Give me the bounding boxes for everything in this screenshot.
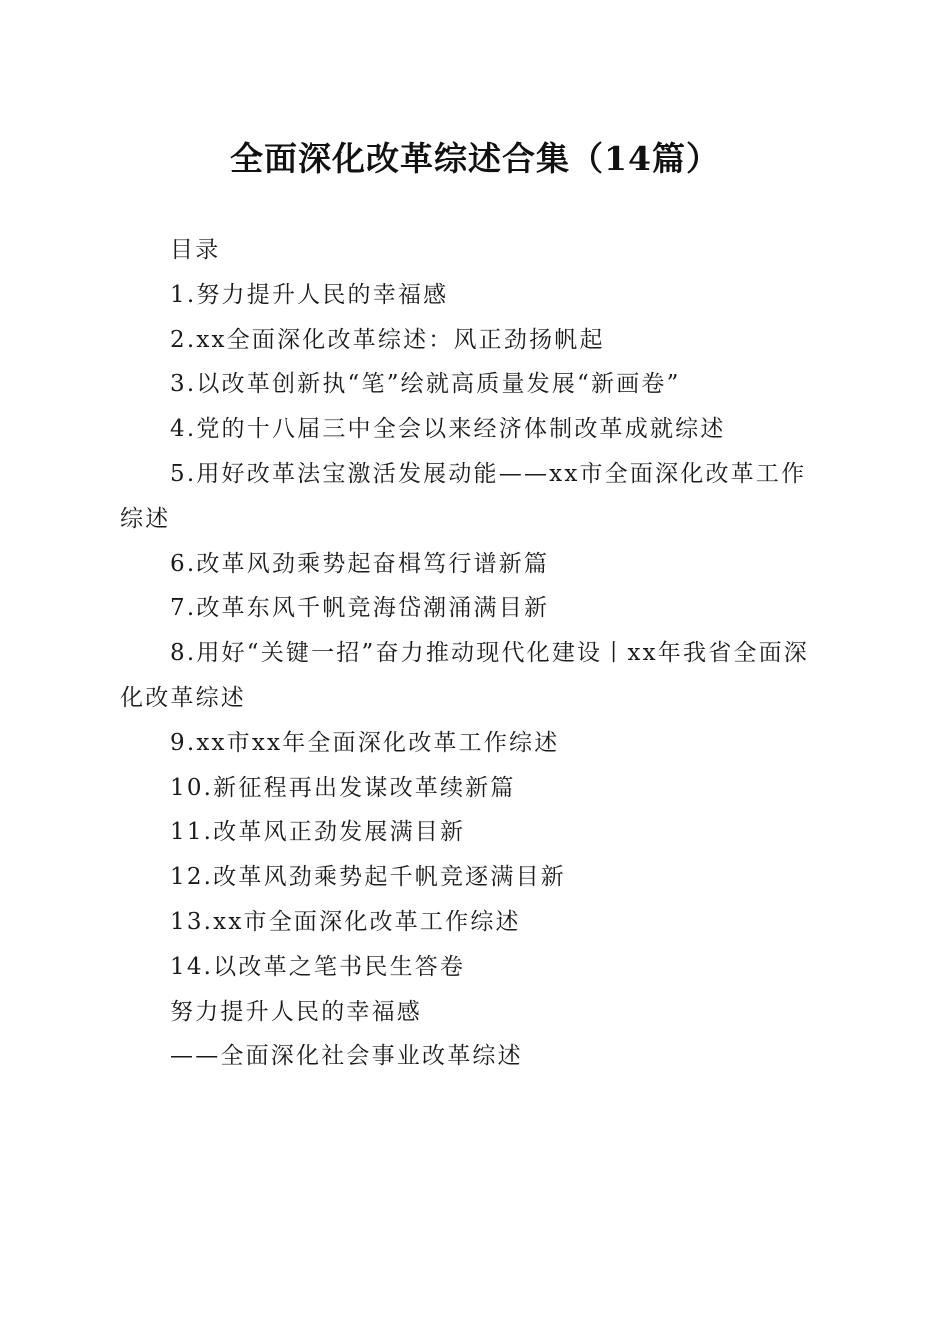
toc-item-1: 1.努力提升人民的幸福感: [170, 281, 449, 308]
toc-item-3: 3.以改革创新执“笔”绘就高质量发展“新画卷”: [170, 371, 681, 398]
toc-item-14: 14.以改革之笔书民生答卷: [170, 953, 466, 980]
toc-item-11: 11.改革风正劲发展满目新: [170, 819, 466, 846]
toc-item-5: 5.用好改革法宝激活发展动能——xx市全面深化改革工作综述: [120, 460, 807, 532]
toc-item-7: 7.改革东风千帆竞海岱潮涌满目新: [170, 595, 550, 622]
section-subtitle: ——全面深化社会事业改革综述: [170, 1043, 523, 1070]
document-body: [120, 228, 830, 1079]
toc-item-4: 4.党的十八届三中全会以来经济体制改革成就综述: [170, 416, 726, 443]
toc-item-12: 12.改革风劲乘势起千帆竞逐满目新: [170, 864, 566, 891]
toc-item-13: 13.xx市全面深化改革工作综述: [170, 908, 521, 935]
toc-item-6: 6.改革风劲乘势起奋楫笃行谱新篇: [170, 550, 550, 577]
toc-item-2: 2.xx全面深化改革综述：风正劲扬帆起: [170, 326, 605, 353]
toc-heading: 目录: [170, 237, 221, 263]
toc-item-10: 10.新征程再出发谋改革续新篇: [170, 774, 516, 801]
document-title: 全面深化改革综述合集（14篇）: [230, 139, 720, 178]
section-title: 努力提升人民的幸福感: [170, 998, 422, 1025]
toc-item-9: 9.xx市xx年全面深化改革工作综述: [170, 729, 560, 756]
toc-item-8: 8.用好“关键一招”奋力推动现代化建设丨xx年我省全面深化改革综述: [120, 640, 810, 711]
